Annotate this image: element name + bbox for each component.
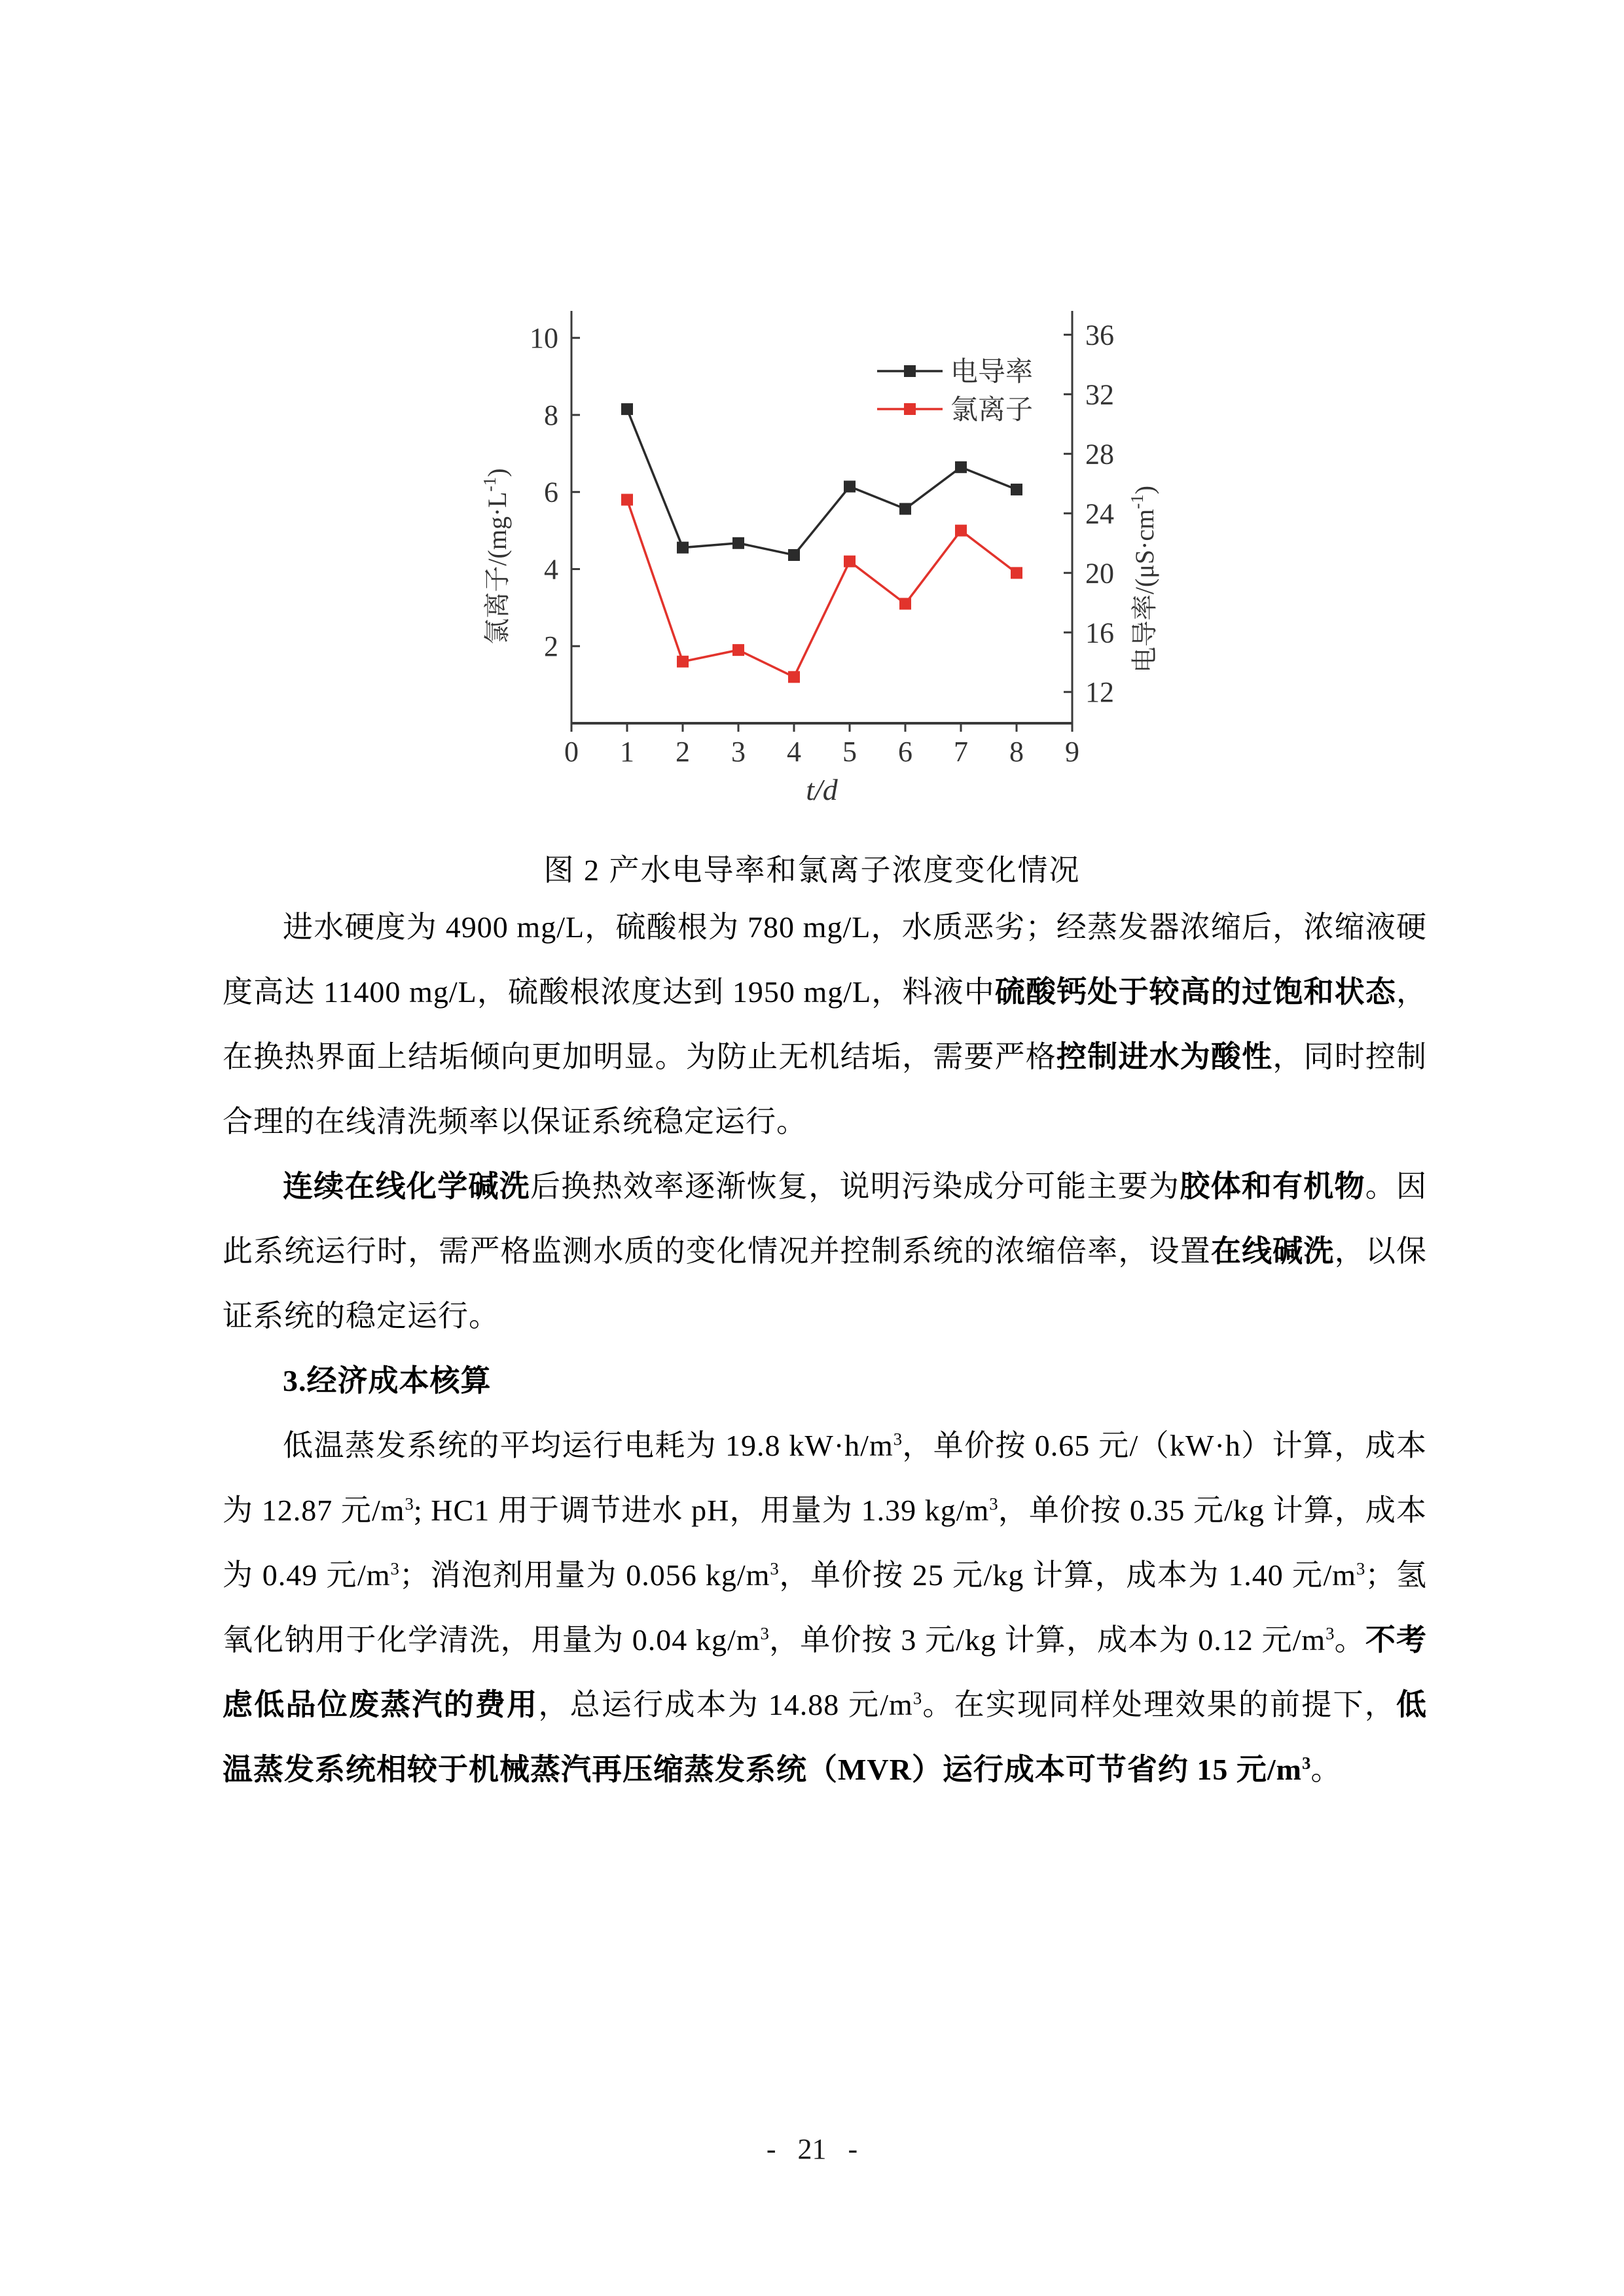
svg-text:10: 10 [530,322,558,355]
svg-text:3: 3 [731,736,746,768]
body-content [223,895,1427,1802]
svg-text:电导率: 电导率 [950,357,1034,387]
svg-text:9: 9 [1065,736,1079,768]
figure-2-chart [477,275,1183,825]
svg-text:12: 12 [1085,676,1114,709]
dual-axis-line-chart [477,275,1183,825]
svg-text:5: 5 [842,736,857,768]
svg-text:t/d: t/d [806,773,838,806]
paragraph-alkaline-wash: 连续在线化学碱洗后换热效率逐渐恢复，说明污染成分可能主要为胶体和有机物。因此系统运行时，需严格监测水质的变化情况并控制系统的浓缩倍率，设置在线碱洗，以保证系统的稳定运行。 [223,1170,1428,1333]
figure-caption: 图 2 产水电导率和氯离子浓度变化情况 [543,853,1081,887]
paragraph-water-quality: 进水硬度为 4900 mg/L，硫酸根为 780 mg/L，水质恶劣；经蒸发器浓缩后，浓缩液硬度高达 11400 mg/L，硫酸根浓度达到 1950 mg/L，料液中硫酸钙处于较高的过饱和状态，在换热界面上结垢倾向更加明显。为防止无机结垢，需要严格控制进水为酸性，同时控制合理的在线清洗频率以保证系统稳定运行。 [223,910,1428,1138]
paragraph-cost-calculation: 低温蒸发系统的平均运行电耗为 19.8 $kW\cdot h/m^3$，单价按 0.65 元/（kW·h）计算，成本为 12.87 元$/m^3$; HC1 用于调节进水 pH，用量为 1.39 $kg/m^3$，单价按 0.35 元/kg 计算，成本为 0.49 元$/m^3$；消泡剂用量为 0.056 $kg/m^3$，单价按 25 元/kg 计算，成本为 1.40 元$/m^3$；氢氧化钠用于化学清洗，用量为 0.04 $kg/m^3$，单价按 3 元/kg 计算，成本为 0.12 元$/m^3$。不考虑低品位废蒸汽的费用，总运行成本为 14.88 元$/m^3$。在实现同样处理效果的前提下，低温蒸发系统相较于机械蒸汽再压缩蒸发系统（MVR）运行成本可节省约 15 元$/m^3$。 [223,1429,1428,1786]
svg-text:24: 24 [1085,497,1114,530]
svg-text:32: 32 [1085,378,1114,411]
svg-text:氯离子: 氯离子 [950,395,1034,425]
svg-text:8: 8 [544,399,558,431]
svg-text:36: 36 [1085,319,1114,351]
svg-text:7: 7 [954,736,968,768]
svg-text:2: 2 [544,630,558,663]
svg-text:2: 2 [676,736,690,768]
svg-text:28: 28 [1085,438,1114,471]
page-number: - 21 - [766,2133,858,2165]
svg-text:氯离子/(mg·L-1): 氯离子$/(mg\cdot L^{-1})$ [480,468,512,645]
svg-text:0: 0 [564,736,579,768]
section-heading-economic-cost: 3.经济成本核算 [283,1364,492,1397]
svg-text:4: 4 [544,553,558,586]
svg-text:6: 6 [898,736,912,768]
svg-text:6: 6 [544,476,558,509]
svg-text:1: 1 [620,736,634,768]
svg-text:电导率/(μS·cm-1): 电导率$/(\mu S\cdot cm^{-1})$ [1127,485,1159,673]
svg-text:16: 16 [1085,617,1114,649]
svg-text:20: 20 [1085,557,1114,590]
svg-text:8: 8 [1009,736,1024,768]
svg-text:4: 4 [787,736,801,768]
